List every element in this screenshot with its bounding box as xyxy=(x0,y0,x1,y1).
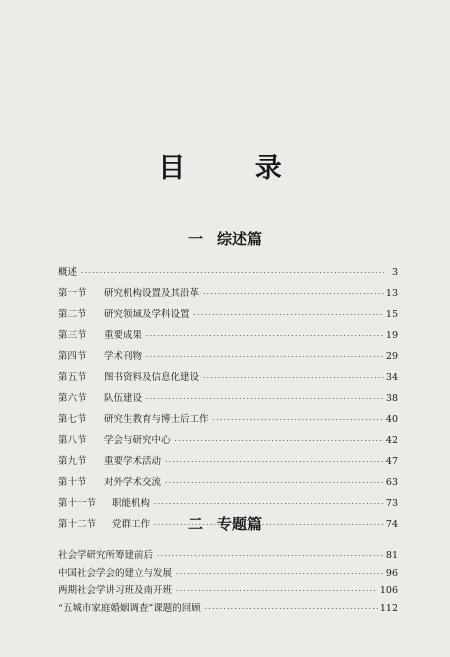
page-number: 73 xyxy=(385,498,398,509)
page-number: 96 xyxy=(385,567,398,579)
part-name: 综述篇 xyxy=(217,230,263,248)
toc-entry[interactable] xyxy=(58,472,398,493)
part-heading-2 xyxy=(0,513,450,534)
leader-dots xyxy=(213,410,384,431)
leader-dots xyxy=(157,548,384,566)
part-name: 专题篇 xyxy=(217,515,263,533)
entry-title: 重要成果 xyxy=(104,330,143,341)
leader-dots xyxy=(176,566,384,584)
entry-title: 职能机构 xyxy=(112,498,151,509)
leader-dots xyxy=(146,347,384,368)
part-number: 二 xyxy=(187,515,203,533)
page-number: 81 xyxy=(385,550,398,561)
page-number: 42 xyxy=(385,435,398,446)
toc-entry[interactable] xyxy=(58,325,398,346)
toc-entry[interactable] xyxy=(58,600,398,618)
leader-dots xyxy=(175,431,384,452)
section-number: 第五节 xyxy=(58,372,87,383)
page-number: 34 xyxy=(385,372,398,383)
page-number: 112 xyxy=(379,602,398,614)
section-number: 第八节 xyxy=(58,435,87,446)
toc-list-part-2 xyxy=(58,547,398,617)
page-number: 3 xyxy=(391,267,398,278)
toc-entry[interactable] xyxy=(58,493,398,514)
toc-entry[interactable] xyxy=(58,388,398,409)
section-number: 第十节 xyxy=(58,477,87,488)
page-number: 63 xyxy=(385,477,398,488)
part-heading-1 xyxy=(0,228,450,249)
section-number: 第一节 xyxy=(58,288,87,299)
leader-dots xyxy=(205,601,378,619)
leader-dots xyxy=(146,389,384,410)
section-number: 第六节 xyxy=(58,393,87,404)
entry-title: 学术刊物 xyxy=(104,351,143,362)
entry-title: 队伍建设 xyxy=(104,393,143,404)
entry-title: 研究机构设置及其沿革 xyxy=(104,288,200,299)
leader-dots xyxy=(154,494,384,515)
toc-entry[interactable] xyxy=(58,367,398,388)
entry-title: 党群工作 xyxy=(112,519,151,530)
toc-entry[interactable] xyxy=(58,547,398,565)
section-number: 第二节 xyxy=(58,309,87,320)
page-number: 13 xyxy=(385,288,398,299)
entry-title: 对外学术交流 xyxy=(104,477,162,488)
section-number: 第三节 xyxy=(58,330,87,341)
page-number: 15 xyxy=(385,309,398,320)
section-number: 第九节 xyxy=(58,456,87,467)
page-number: 40 xyxy=(385,414,398,425)
page-number: 38 xyxy=(385,393,398,404)
page-number: 47 xyxy=(385,456,398,467)
toc-entry[interactable] xyxy=(58,451,398,472)
leader-dots xyxy=(176,583,378,601)
entry-title: 研究生教育与博士后工作 xyxy=(104,414,209,425)
leader-dots xyxy=(81,263,384,284)
section-number: 第四节 xyxy=(58,351,87,362)
entry-title: 社会学研究所筹建前后 xyxy=(58,550,154,561)
entry-title: 学会与研究中心 xyxy=(104,435,171,446)
leader-dots xyxy=(203,368,384,389)
page-number: 74 xyxy=(385,519,398,530)
page-number: 19 xyxy=(385,330,398,341)
entry-title: 中国社会学会的建立与发展 xyxy=(58,567,173,579)
leader-dots xyxy=(146,326,384,347)
entry-title: 概述 xyxy=(58,267,78,278)
toc-entry[interactable] xyxy=(58,565,398,583)
leader-dots xyxy=(194,305,384,326)
toc-list-part-1 xyxy=(58,262,398,535)
part-number: 一 xyxy=(187,230,203,248)
page-number: 106 xyxy=(379,585,398,596)
entry-title: 重要学术活动 xyxy=(104,456,162,467)
toc-entry[interactable] xyxy=(58,283,398,304)
entry-title: 两期社会学讲习班及南开班 xyxy=(58,585,173,596)
section-number: 第七节 xyxy=(58,414,87,425)
entry-title: “五城市家庭婚姻调查”课题的回顾 xyxy=(58,602,201,614)
section-number: 第十二节 xyxy=(58,519,97,530)
toc-entry[interactable] xyxy=(58,430,398,451)
toc-entry[interactable] xyxy=(58,304,398,325)
toc-entry[interactable] xyxy=(58,262,398,283)
leader-dots xyxy=(165,452,384,473)
entry-title: 图书资料及信息化建设 xyxy=(104,372,200,383)
toc-entry[interactable] xyxy=(58,409,398,430)
section-number: 第十一节 xyxy=(58,498,97,509)
toc-entry[interactable] xyxy=(58,582,398,600)
leader-dots xyxy=(203,284,384,305)
entry-title: 研究领域及学科设置 xyxy=(104,309,190,320)
leader-dots xyxy=(165,473,384,494)
page-number: 29 xyxy=(385,351,398,362)
toc-entry[interactable] xyxy=(58,346,398,367)
page-title: 目 录 xyxy=(158,153,312,184)
